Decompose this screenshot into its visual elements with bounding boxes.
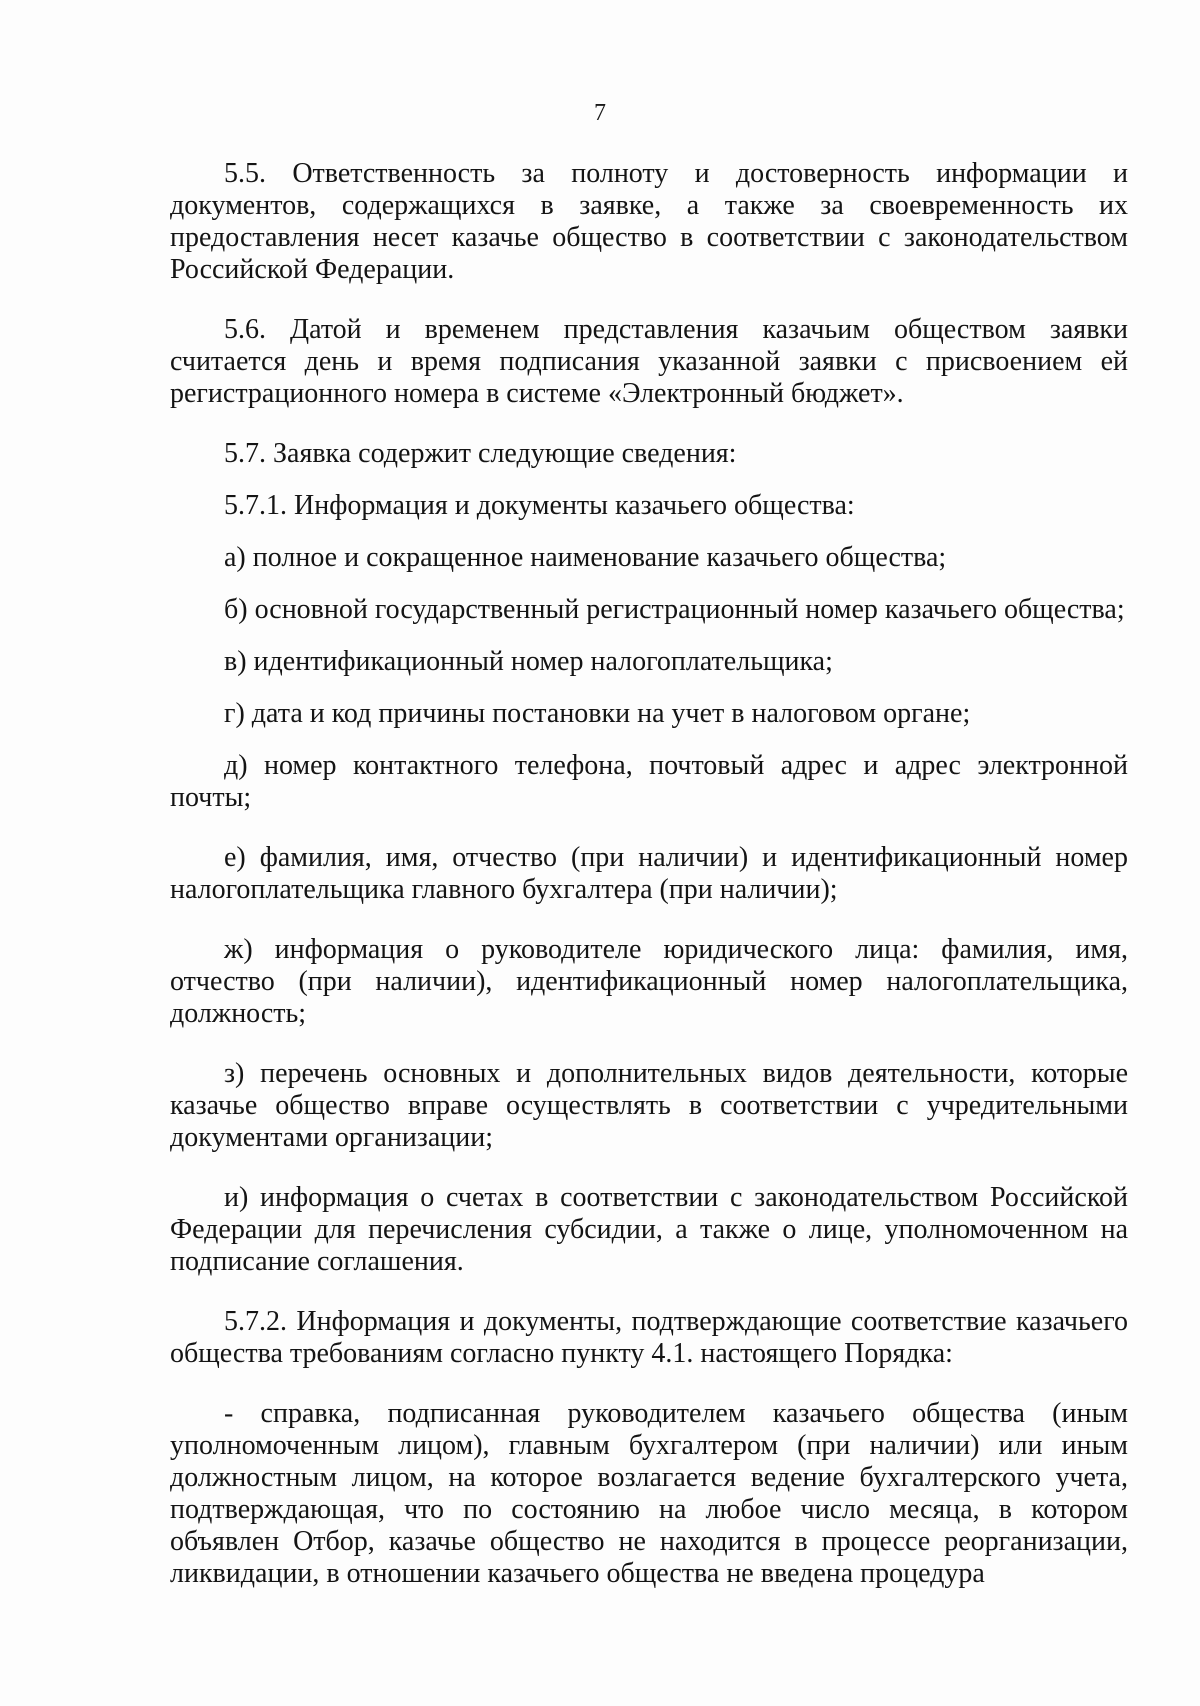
list-item-zh: ж) информация о руководителе юридического лица: фамилия, имя, отчество (при наличии), идентификационный номер налогоплательщика, должность; [170, 934, 1128, 1029]
paragraph-5-5: 5.5. Ответственность за полноту и достоверность информации и документов, содержащихся в заявке, а также за своевременность их предоставления несет казачье общество в соответствии с законодательством Российской Федерации. [170, 158, 1128, 285]
list-item-e: е) фамилия, имя, отчество (при наличии) и идентификационный номер налогоплательщика главного бухгалтера (при наличии); [170, 842, 1128, 905]
list-item-i: и) информация о счетах в соответствии с законодательством Российской Федерации для перечисления субсидии, а также о лице, уполномоченном на подписание соглашения. [170, 1182, 1128, 1277]
paragraph-5-7-1: 5.7.1. Информация и документы казачьего общества: [224, 490, 855, 521]
page-number: 7 [594, 100, 606, 126]
list-item-g: г) дата и код причины постановки на учет в налоговом органе; [224, 698, 971, 729]
paragraph-5-7: 5.7. Заявка содержит следующие сведения: [224, 438, 737, 469]
list-item-b: б) основной государственный регистрационный номер казачьего общества; [224, 594, 1125, 625]
document-body [170, 158, 1128, 1590]
list-item-v: в) идентификационный номер налогоплательщика; [224, 646, 833, 677]
paragraph-5-7-2: 5.7.2. Информация и документы, подтверждающие соответствие казачьего общества требованиям согласно пункту 4.1. настоящего Порядка: [170, 1306, 1128, 1369]
list-item-dash-certificate: - справка, подписанная руководителем казачьего общества (иным уполномоченным лицом), главным бухгалтером (при наличии) или иным должностным лицом, на которое возлагается ведение бухгалтерского учета, подтверждающая, что по состоянию на любое число месяца, в котором объявлен Отбор, казачье общество не находится в процессе реорганизации, ликвидации, в отношении казачьего общества не введена процедура [170, 1398, 1128, 1589]
list-item-d: д) номер контактного телефона, почтовый адрес и адрес электронной почты; [170, 750, 1128, 813]
list-item-z: з) перечень основных и дополнительных видов деятельности, которые казачье общество вправе осуществлять в соответствии с учредительными документами организации; [170, 1058, 1128, 1153]
list-item-a: а) полное и сокращенное наименование казачьего общества; [224, 542, 947, 573]
paragraph-5-6: 5.6. Датой и временем представления казачьим обществом заявки считается день и время подписания указанной заявки с присвоением ей регистрационного номера в системе «Электронный бюджет». [170, 314, 1128, 409]
